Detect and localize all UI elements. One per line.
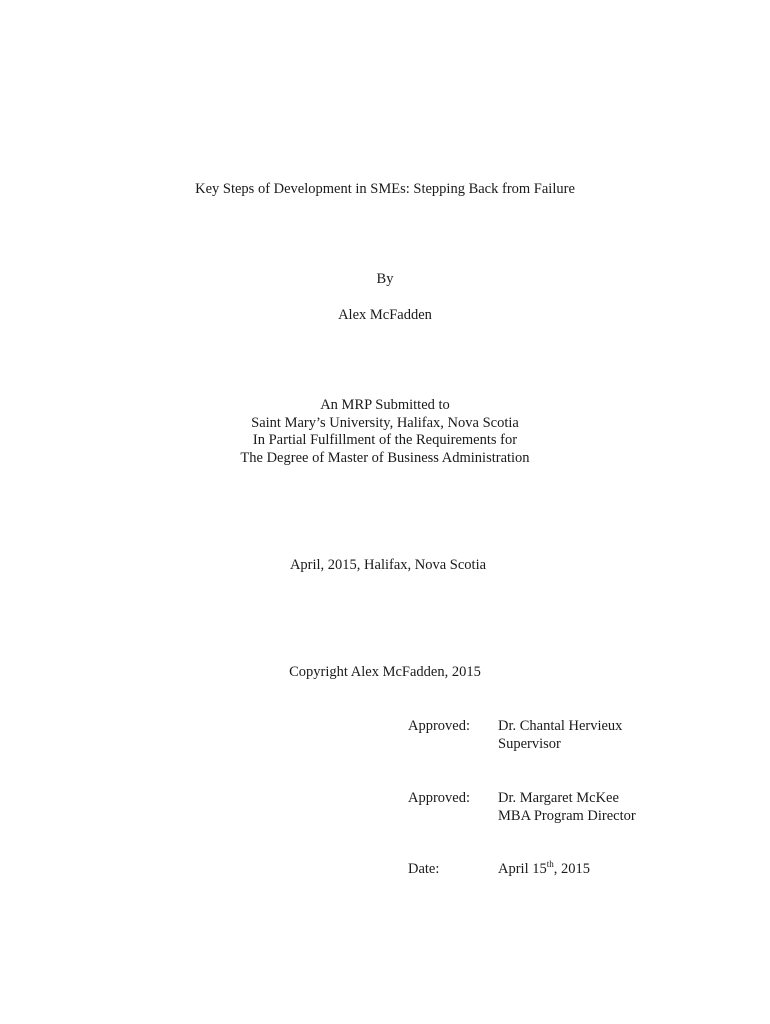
approver-name: Dr. Chantal Hervieux xyxy=(498,718,623,734)
submission-line: Saint Mary’s University, Halifax, Nova Scotia xyxy=(251,414,519,431)
date-month-day: April 15 xyxy=(498,861,547,877)
date-ordinal-suffix: th xyxy=(546,859,554,869)
submission-statement xyxy=(0,397,770,467)
approval-label: Approved: xyxy=(408,718,471,734)
by-label: By xyxy=(376,271,394,287)
approval-date xyxy=(498,860,590,878)
document-title: Key Steps of Development in SMEs: Stepping Back from Failure xyxy=(195,181,575,197)
submission-line: In Partial Fulfillment of the Requirements for xyxy=(252,432,518,448)
copyright-notice: Copyright Alex McFadden, 2015 xyxy=(289,664,481,680)
date-year: , 2015 xyxy=(553,861,590,877)
approver-name: Dr. Margaret McKee xyxy=(498,790,619,806)
submission-line: The Degree of Master of Business Administration xyxy=(240,449,530,466)
approver-details xyxy=(498,717,622,753)
date-label: Date: xyxy=(408,861,440,877)
submission-line: An MRP Submitted to xyxy=(320,397,450,413)
author-name: Alex McFadden xyxy=(338,307,432,323)
approval-label: Approved: xyxy=(408,790,471,806)
approver-role: MBA Program Director xyxy=(498,808,636,824)
approver-role: Supervisor xyxy=(498,736,561,752)
approver-details xyxy=(498,789,636,825)
submission-date-place: April, 2015, Halifax, Nova Scotia xyxy=(289,557,487,573)
